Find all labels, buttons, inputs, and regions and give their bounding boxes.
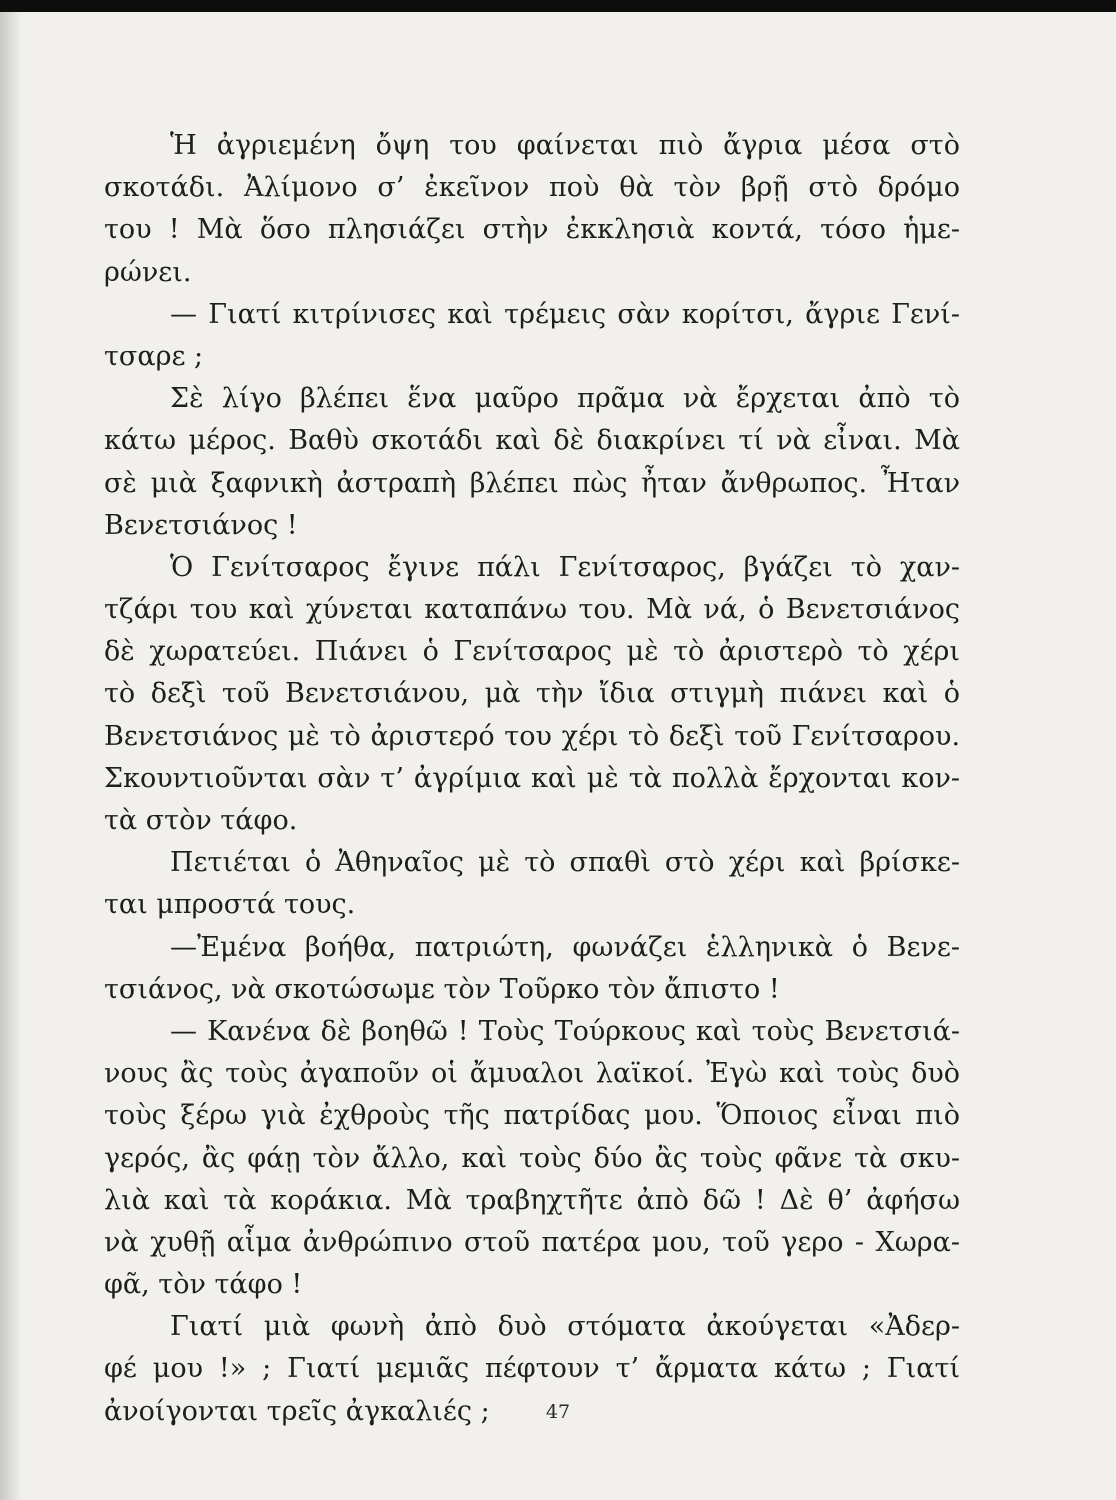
page-text [104,125,964,1433]
text-line-content: νους ἂς τοὺς ἀγαποῦν οἱ ἄμυαλοι λαϊκοί. Ἐγὼ καὶ τοὺς δυὸ [104,1058,961,1090]
text-line-content: τὸ δεξὶ τοῦ Βενετσιάνου, μὰ τὴν ἴδια στιγμὴ πιάνει καὶ ὁ [104,678,960,710]
text-line [104,209,964,251]
text-line [104,927,964,969]
text-line-content: Βενετσιάνος ! [104,509,298,541]
text-line [104,1306,964,1348]
text-line-content: σὲ μιὰ ξαφνικὴ ἀστραπὴ βλέπει πὼς ἦταν ἄνθρωπος. Ἦταν [104,467,960,499]
text-line [104,969,964,1011]
text-line-content: —Ἐμένα βοήθα, πατριώτη, φωνάζει ἑλληνικὰ ὁ Βενε- [170,931,961,963]
scan-top-border [0,0,1116,12]
text-line-content: Σκουντιοῦνται σὰν τ’ ἀγρίμια καὶ μὲ τὰ πολλὰ ἔρχονται κον- [104,762,961,794]
text-line [104,1180,964,1222]
text-line-content: λιὰ καὶ τὰ κοράκια. Μὰ τραβηχτῆτε ἀπὸ δῶ ! Δὲ θ’ ἀφήσω [104,1184,960,1216]
text-line [104,716,964,758]
text-line [104,1095,964,1137]
text-line-content: ται μπροστά τους. [104,889,356,921]
text-line [104,1222,964,1264]
text-line [104,1264,964,1306]
text-line-content: φέ μου !» ; Γιατί μεμιᾶς πέφτουν τ’ ἄρματα κάτω ; Γιατί [104,1353,960,1385]
text-line [104,505,964,547]
text-line-content: τὰ στὸν τάφο. [104,805,298,836]
text-line [104,1138,964,1180]
text-line [104,673,964,715]
text-line-content: φᾶ, τὸν τάφο ! [104,1269,303,1301]
text-line [104,547,964,589]
text-line-content: σκοτάδι. Ἀλίμονο σ’ ἐκεῖνον ποὺ θὰ τὸν βρῇ στὸ δρόμο [104,172,960,204]
text-line [104,167,964,209]
text-line [104,252,964,294]
text-line [104,125,964,167]
text-line-content: ρώνει. [104,256,192,288]
text-line [104,589,964,631]
text-line [104,758,964,800]
text-line [104,294,964,336]
text-line-content: Βενετσιάνος μὲ τὸ ἀριστερό του χέρι τὸ δεξὶ τοῦ Γενίτσαρου. [104,720,961,752]
text-line [104,463,964,505]
text-line-content: κάτω μέρος. Βαθὺ σκοτάδι καὶ δὲ διακρίνει τί νὰ εἶναι. Μὰ [104,425,960,457]
text-line-content: Γιατί μιὰ φωνὴ ἀπὸ δυὸ στόματα ἀκούγεται «Ἀδερ- [170,1311,960,1343]
text-line [104,1053,964,1095]
text-line-content: τοὺς ξέρω γιὰ ἐχθροὺς τῆς πατρίδας μου. Ὅποιος εἶναι πιὸ [104,1100,961,1132]
text-line [104,378,964,420]
scan-left-shadow [0,12,22,1500]
text-line-content: — Κανένα δὲ βοηθῶ ! Τοὺς Τούρκους καὶ τοὺς Βενετσιά- [170,1015,960,1047]
text-line-content: Πετιέται ὁ Ἀθηναῖος μὲ τὸ σπαθὶ στὸ χέρι καὶ βρίσκε- [170,847,960,879]
text-line-content: τσαρε ; [104,340,204,372]
text-line [104,631,964,673]
text-line [104,884,964,926]
text-line-content: ἀνοίγονται τρεῖς ἀγκαλιές ; [104,1395,490,1427]
text-line [104,336,964,378]
page-number: 47 [545,1401,571,1423]
text-line-content: — Γιατί κιτρίνισες καὶ τρέμεις σὰν κορίτσι, ἄγριε Γενί- [170,298,961,330]
text-line-content: τζάρι του καὶ χύνεται καταπάνω του. Μὰ νά, ὁ Βενετσιάνος [104,594,961,626]
text-line-content: νὰ χυθῇ αἷμα ἀνθρώπινο στοῦ πατέρα μου, τοῦ γερο - Χωρα- [104,1226,960,1258]
text-line [104,420,964,462]
text-line [104,1011,964,1053]
text-line-content: τσιάνος, νὰ σκοτώσωμε τὸν Τοῦρκο τὸν ἄπιστο ! [104,973,780,1005]
text-line-content: δὲ χωρατεύει. Πιάνει ὁ Γενίτσαρος μὲ τὸ ἀριστερὸ τὸ χέρι [104,636,961,668]
text-line-content: Ἡ ἀγριεμένη ὄψη του φαίνεται πιὸ ἄγρια μέσα στὸ [170,130,960,161]
text-line [104,800,964,842]
text-line [104,842,964,884]
text-line-content: του ! Μὰ ὅσο πλησιάζει στὴν ἐκκλησιὰ κοντά, τόσο ἡμε- [104,214,960,246]
text-line-content: γερός, ἂς φάῃ τὸν ἄλλο, καὶ τοὺς δύο ἂς τοὺς φᾶνε τὰ σκυ- [104,1142,961,1174]
text-line-content: Ὁ Γενίτσαρος ἔγινε πάλι Γενίτσαρος, βγάζει τὸ χαν- [170,551,960,583]
text-line [104,1348,964,1390]
text-line-content: Σὲ λίγο βλέπει ἕνα μαῦρο πρᾶμα νὰ ἔρχεται ἀπὸ τὸ [170,383,960,415]
